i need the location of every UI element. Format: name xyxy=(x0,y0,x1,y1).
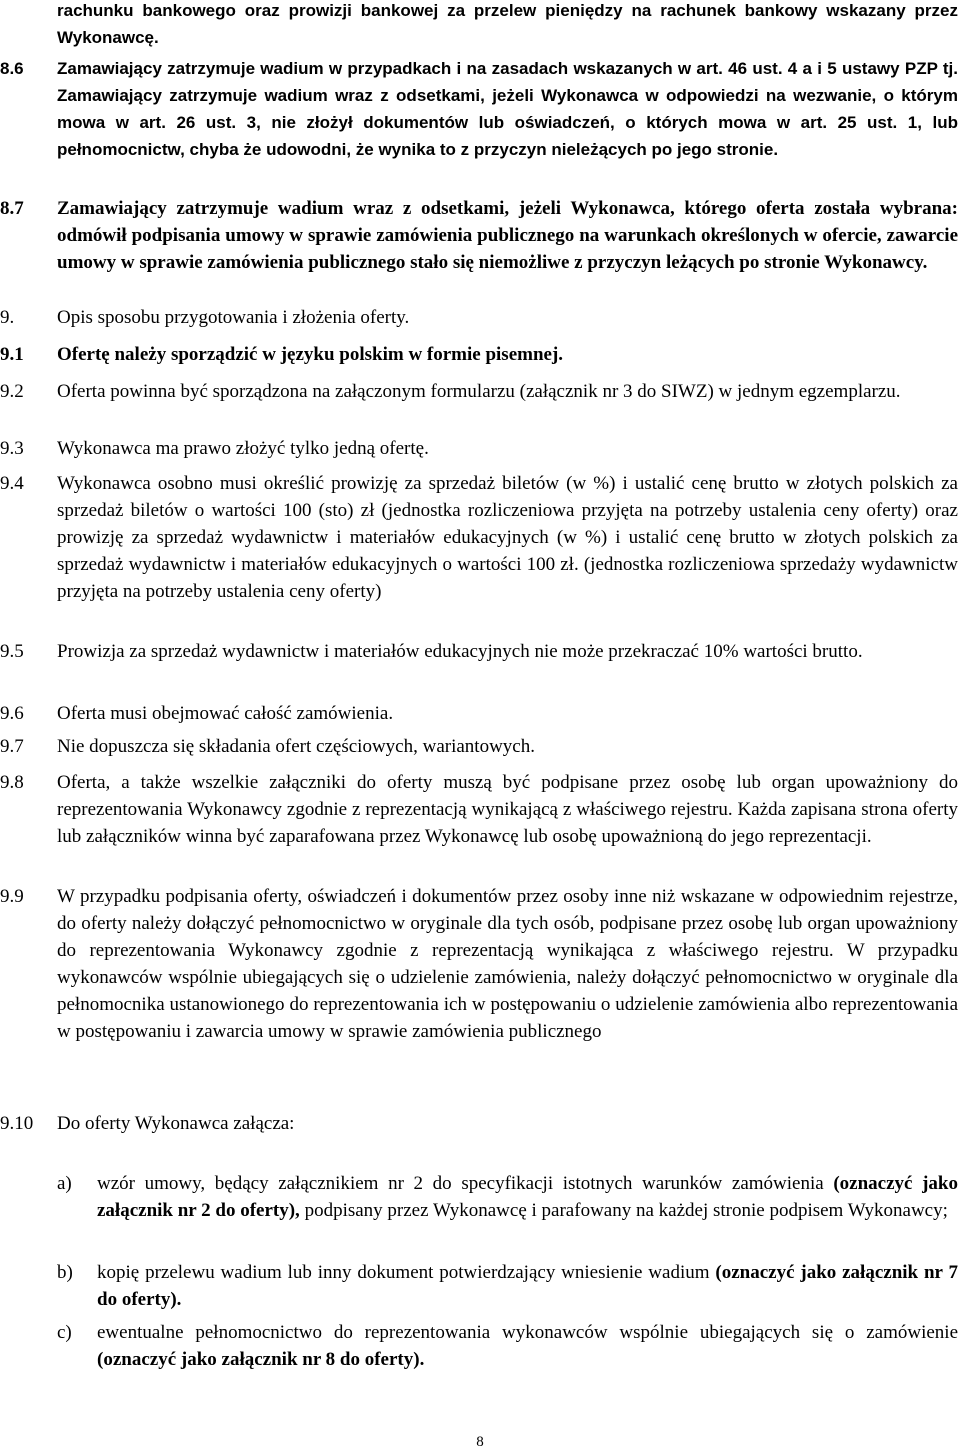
paragraph-text: Opis sposobu przygotowania i złożenia oferty. xyxy=(57,307,410,328)
paragraph-9-4 xyxy=(0,470,958,605)
paragraph-9-10 xyxy=(0,1110,958,1137)
paragraph-number: 9.7 xyxy=(0,736,24,757)
paragraph-number: 9.5 xyxy=(0,641,24,662)
list-letter: b) xyxy=(57,1262,73,1283)
intro-paragraph: rachunku bankowego oraz prowizji bankowej za przelew pieniędzy na rachunek bankowy wskazany przez Wykonawcę. xyxy=(57,1,958,47)
paragraph-number: 9. xyxy=(0,307,15,328)
list-item-text-part-2: podpisany przez Wykonawcę i parafowany na każdej stronie podpisem Wykonawcy; xyxy=(299,1200,948,1221)
list-letter: c) xyxy=(57,1322,72,1343)
paragraph-text: Ofertę należy sporządzić w języku polskim w formie pisemnej. xyxy=(57,344,564,365)
paragraph-text: Wykonawca osobno musi określić prowizję za sprzedaż biletów (w %) i ustalić cenę brutto w złotych polskich za sprzedaż biletów o wartości 100 (sto) zł (jednostka rozliczeniowa przyjęta na potrzeby ustalenia ceny oferty) oraz prowizję za sprzedaż wydawnictw i materiałów edukacyjnych (w %) i ustalić cenę brutto w złotych polskich za sprzedaż wydawnictw i materiałów edukacyjnych o wartości 100 zł. (jednostka rozliczeniowa sprzedaży wydawnictw przyjęta na potrzeby ustalenia ceny oferty) xyxy=(57,473,958,602)
list-item-text-part: wzór umowy, będący załącznikiem nr 2 do specyfikacji istotnych warunków zamówienia xyxy=(97,1173,834,1194)
paragraph-9-9 xyxy=(0,883,958,1045)
paragraph-9-3 xyxy=(0,435,958,462)
paragraph-number: 9.4 xyxy=(0,473,24,494)
paragraph-number: 8.6 xyxy=(0,59,24,78)
paragraph-text: W przypadku podpisania oferty, oświadczeń i dokumentów przez osoby inne niż wskazane w odpowiednim rejestrze, do oferty należy dołączyć pełnomocnictwo w oryginale dla tych osób, podpisane przez osobę lub organ upoważniony do reprezentowania Wykonawcy zgodnie z reprezentacją wynikająca z właściwego rejestru. W przypadku wykonawców wspólnie ubiegających się o udzielenie zamówienia, należy dołączyć pełnomocnictwo w oryginale dla pełnomocnika ustanowionego do reprezentowania ich w postępowaniu o udzielenie zamówienia albo reprezentowania w postępowaniu i zawarcia umowy w sprawie zamówienia publicznego xyxy=(57,886,958,1042)
paragraph-text: Zamawiający zatrzymuje wadium w przypadkach i na zasadach wskazanych w art. 46 ust. 4 a i 5 ustawy PZP tj. Zamawiający zatrzymuje wadium wraz z odsetkami, jeżeli Wykonawca w odpowiedzi na wezwanie, o którym mowa w art. 26 ust. 3, nie złożył dokumentów lub oświadczeń, o których mowa w art. 25 ust. 1, lub pełnomocnictw, chyba że udowodni, że wynika to z przyczyn nieleżących po jego stronie. xyxy=(57,59,958,159)
list-item-text xyxy=(97,1170,958,1224)
paragraph-number: 9.10 xyxy=(0,1113,34,1134)
list-item-text-part: ewentualne pełnomocnictwo do reprezentowania wykonawców wspólnie ubiegających się o zamówienie xyxy=(97,1322,958,1343)
list-item-text xyxy=(97,1319,958,1373)
paragraph-9-7 xyxy=(0,733,958,760)
paragraph-9-1 xyxy=(0,341,958,368)
paragraph-number: 9.6 xyxy=(0,703,24,724)
page-number: 8 xyxy=(476,1434,484,1450)
paragraph-text: Oferta musi obejmować całość zamówienia. xyxy=(57,703,394,724)
paragraph-number: 9.1 xyxy=(0,344,24,365)
paragraph-9-8 xyxy=(0,769,958,850)
paragraph-number: 8.7 xyxy=(0,198,24,219)
paragraph-text: Oferta powinna być sporządzona na załączonym formularzu (załącznik nr 3 do SIWZ) w jednym egzemplarzu. xyxy=(57,381,901,402)
list-letter: a) xyxy=(57,1173,72,1194)
paragraph-9-2 xyxy=(0,378,958,405)
paragraph-8-7 xyxy=(0,195,958,276)
paragraph-number: 9.2 xyxy=(0,381,24,402)
paragraph-9-6 xyxy=(0,700,958,727)
paragraph-text: Do oferty Wykonawca załącza: xyxy=(57,1113,295,1134)
list-item-bold-part: (oznaczyć jako załącznik nr 8 do oferty). xyxy=(97,1349,425,1370)
paragraph-text: Wykonawca ma prawo złożyć tylko jedną ofertę. xyxy=(57,438,429,459)
paragraph-text: Zamawiający zatrzymuje wadium wraz z odsetkami, jeżeli Wykonawca, którego oferta została wybrana: odmówił podpisania umowy w sprawie zamówienia publicznego na warunkach określonych w ofercie, zawarcie umowy w sprawie zamówienia publicznego stało się niemożliwe z przyczyn leżących po stronie Wykonawcy. xyxy=(57,198,958,273)
list-item-c xyxy=(57,1319,958,1373)
list-item-bold-part: (oznaczyć jako załącznik nr 2 do oferty), xyxy=(97,1173,958,1221)
list-item-text-part: kopię przelewu wadium lub inny dokument potwierdzający wniesienie wadium xyxy=(97,1262,716,1283)
paragraph-text: Nie dopuszcza się składania ofert częściowych, wariantowych. xyxy=(57,736,535,757)
paragraph-8-6 xyxy=(0,55,958,163)
paragraph-number: 9.3 xyxy=(0,438,24,459)
paragraph-number: 9.9 xyxy=(0,886,24,907)
paragraph-9-5 xyxy=(0,638,958,665)
section-heading-9 xyxy=(0,304,958,331)
paragraph-text: Prowizja za sprzedaż wydawnictw i materiałów edukacyjnych nie może przekraczać 10% wartości brutto. xyxy=(57,641,863,662)
list-item-bold-part: (oznaczyć jako załącznik nr 7 do oferty). xyxy=(97,1262,958,1310)
paragraph-number: 9.8 xyxy=(0,772,24,793)
list-item-text xyxy=(97,1259,958,1313)
list-item-b xyxy=(57,1259,958,1313)
list-item-a xyxy=(57,1170,958,1224)
paragraph-text: Oferta, a także wszelkie załączniki do oferty muszą być podpisane przez osobę lub organ upoważniony do reprezentowania Wykonawcy zgodnie z reprezentacją wynikającą z właściwego rejestru. Każda zapisana strona oferty lub załączników winna być zaparafowana przez Wykonawcę lub osobę upoważnioną do jego reprezentacji. xyxy=(57,772,958,847)
